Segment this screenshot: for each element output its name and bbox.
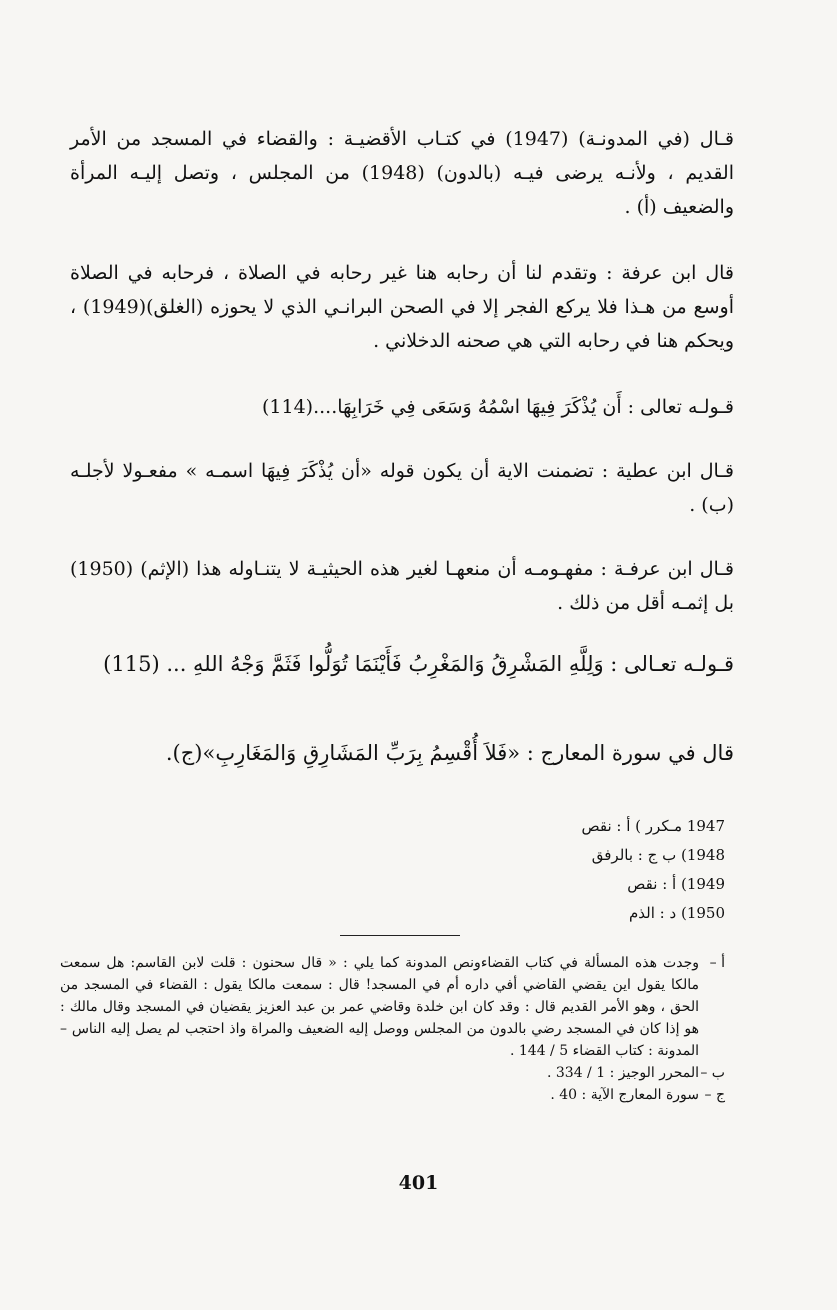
footnote-mark: ب –	[700, 1065, 725, 1081]
paragraph-ibn-arafa: قـال ابن عرفـة : مفهـومـه أن منعهـا لغير هذه الحيثيـة لا يتنـاوله هذا (الإثم) (1950) بل إثمـه أقل من ذلك .	[70, 558, 734, 614]
variant-note: 1950) د : الذم	[629, 904, 725, 922]
footnote	[60, 1062, 725, 1084]
footnote-text: سورة المعارج الآية : 40 .	[550, 1087, 699, 1103]
footnote-mark: أ –	[709, 955, 725, 971]
variant-note: 1948) ب ج : بالرفق	[591, 846, 725, 864]
page-number: 401	[398, 1172, 439, 1194]
footnote-divider	[340, 935, 460, 936]
footnote-mark: ج –	[704, 1087, 725, 1103]
footnote	[60, 1084, 725, 1106]
footnotes	[60, 952, 725, 1106]
variant-note: 1949) أ : نقص	[627, 875, 725, 893]
quran-maarij: قال في سورة المعارج : «فَلاَ أُقْسِمُ بِرَبِّ المَشَارِقِ وَالمَغَارِبِ»(ج).	[165, 741, 734, 765]
paragraph-2: قال ابن عرفة : وتقدم لنا أن رحابه هنا غير رحابه في الصلاة ، فرحابه في الصلاة أوسع من هـذا فلا يركع الفجر إلا في الصحن البرانـي الذي لا يحوزه (الغلق)(1949) ، ويحكم هنا في رحابه التي هي صحنه الدخلاني .	[70, 262, 734, 352]
footnote-text: وجدت هذه المسألة في كتاب القضاءونص المدونة كما يلي : « قال سحنون : قلت لابن القاسم: هل سمعت مالكا يقول اين يقضي القاضي أفي داره أم في المسجد! قال : سمعت مالكا يقول : القضاء في المسجد من الحق ، وهو الأمر القديم قال : وقد كان ابن خلدة وقاضي عمر بن عبد العزيز يقضيان في المسجد وقال مالك : هو إذا كان في المسجد رضي بالدون من المجلس ووصل إليه الضعيف والمراة واذ احتجب لم يصل إليه الناس – المدونة : كتاب القضاء 5 / 144 .	[60, 955, 699, 1059]
quran-verse-115: قـولـه تعـالى : وَلِلَّهِ المَشْرِقُ وَالمَغْرِبُ فَأَيْنَمَا تُوَلُّوا فَثَمَّ وَجْهُ اللهِ ... (115)	[103, 652, 734, 676]
variant-notes	[405, 812, 725, 928]
footnote	[60, 952, 725, 1062]
paragraph-1: قـال (في المدونـة) (1947) في كتـاب الأقضيـة : والقضاء في المسجد من الأمر القديم ، ولأنـه يرضى فيـه (بالدون) (1948) من المجلس ، وتصل إليـه المرأة والضعيف (أ) .	[70, 128, 735, 218]
variant-note: 1947 مـكرر ) أ : نقص	[581, 817, 725, 835]
footnote-text: المحرر الوجيز : 1 / 334 .	[546, 1065, 699, 1081]
paragraph-ibn-atiyya: قـال ابن عطية : تضمنت الاية أن يكون قوله «أن يُذْكَرَ فِيهَا اسمـه » مفعـولا لأجلـه (ب) .	[70, 460, 734, 516]
quran-verse-114: قـولـه تعالى : أَن يُذْكَرَ فِيهَا اسْمُهُ وَسَعَى فِي خَرَابِهَا....(114)	[261, 396, 734, 418]
